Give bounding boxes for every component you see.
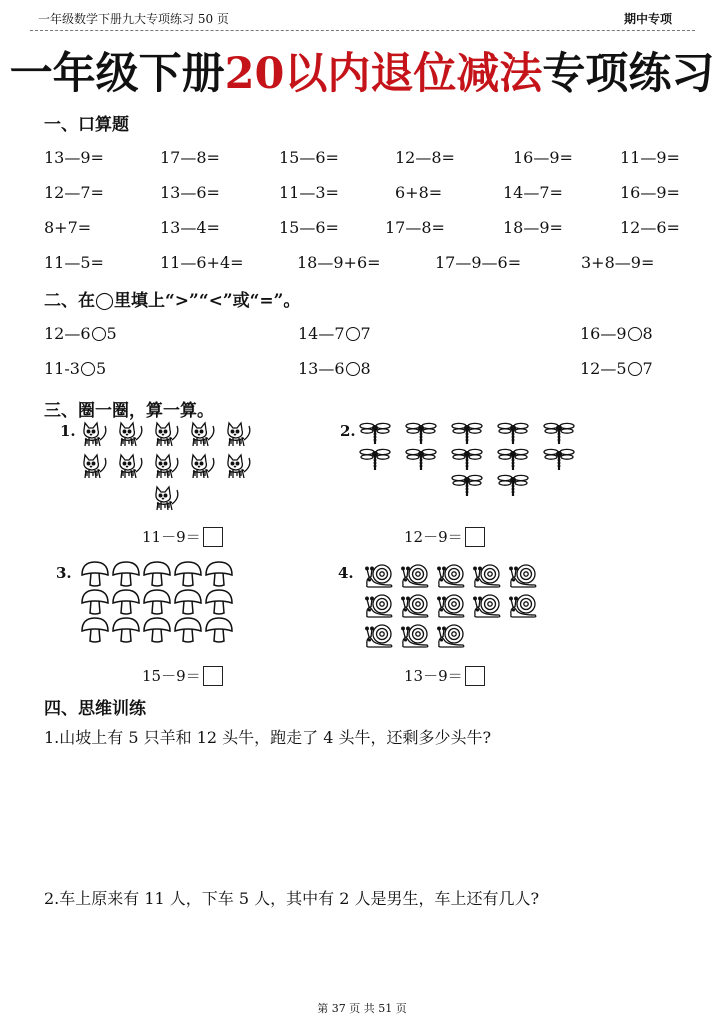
mushroom-icon[interactable] — [80, 588, 110, 616]
mushroom-icon[interactable] — [142, 560, 172, 588]
mushroom-icon[interactable] — [173, 588, 203, 616]
compare-problem — [580, 324, 653, 343]
answer-circle[interactable] — [92, 327, 106, 341]
cat-icon[interactable] — [150, 420, 182, 448]
dragonfly-icon[interactable] — [404, 422, 438, 446]
snail-icon[interactable] — [436, 591, 468, 619]
answer-circle[interactable] — [346, 327, 360, 341]
oral-problem: 8+7= — [44, 218, 92, 237]
answer-box[interactable] — [203, 527, 223, 547]
compare-left: 11-3 — [44, 359, 80, 378]
compare-left: 12—6 — [44, 324, 91, 343]
compare-problem — [298, 324, 371, 343]
compare-left: 16—9 — [580, 324, 627, 343]
header-section-label: 期中专项 — [624, 12, 673, 26]
snail-icon[interactable] — [472, 561, 504, 589]
section-3-heading: 三、圈一圈，算一算。 — [44, 401, 214, 421]
dragonfly-icon[interactable] — [542, 448, 576, 472]
compare-right: 5 — [106, 324, 117, 343]
equation — [142, 526, 223, 547]
oral-problem: 15—6= — [279, 148, 339, 167]
equation-text: 12－9＝ — [404, 528, 463, 546]
answer-circle[interactable] — [628, 362, 642, 376]
mushroom-icon[interactable] — [204, 616, 234, 644]
oral-problem: 17—8= — [160, 148, 220, 167]
compare-left: 12—5 — [580, 359, 627, 378]
equation-text: 15－9＝ — [142, 667, 201, 685]
dragonfly-icon[interactable] — [358, 422, 392, 446]
oral-problem: 11—3= — [279, 183, 339, 202]
dragonfly-icon[interactable] — [358, 448, 392, 472]
answer-box[interactable] — [465, 666, 485, 686]
dragonfly-icon[interactable] — [450, 422, 484, 446]
snail-icon[interactable] — [508, 591, 540, 619]
title-part-3: 专项练习 — [542, 49, 715, 99]
cat-icon[interactable] — [222, 420, 254, 448]
mushroom-icon[interactable] — [111, 616, 141, 644]
mushroom-icon[interactable] — [173, 616, 203, 644]
compare-right: 7 — [642, 359, 653, 378]
section-1-heading: 一、口算题 — [44, 115, 129, 135]
cat-icon[interactable] — [150, 484, 182, 512]
cat-icon[interactable] — [114, 420, 146, 448]
mushroom-icon[interactable] — [204, 560, 234, 588]
equation-text: 11－9＝ — [142, 528, 201, 546]
dragonfly-icon[interactable] — [404, 448, 438, 472]
equation — [142, 665, 223, 686]
snail-icon[interactable] — [400, 561, 432, 589]
compare-right: 5 — [95, 359, 107, 378]
header-divider — [30, 30, 695, 31]
item-number: 3. — [56, 564, 72, 582]
answer-circle[interactable] — [81, 362, 95, 376]
oral-problem: 12—6= — [620, 218, 680, 237]
compare-right: 7 — [360, 324, 371, 343]
dragonfly-icon[interactable] — [496, 474, 530, 498]
mushroom-icon[interactable] — [80, 560, 110, 588]
header-title: 一年级数学下册九大专项练习 50 页 — [38, 12, 229, 26]
page-title — [0, 40, 724, 101]
oral-problem: 13—6= — [160, 183, 220, 202]
mushroom-icon[interactable] — [111, 588, 141, 616]
dragonfly-icon[interactable] — [450, 474, 484, 498]
oral-problem: 17—8= — [385, 218, 445, 237]
cat-icon[interactable] — [78, 420, 110, 448]
oral-problem: 13—9= — [44, 148, 104, 167]
mushroom-icon[interactable] — [173, 560, 203, 588]
answer-circle[interactable] — [628, 327, 642, 341]
equation — [404, 526, 485, 547]
snail-icon[interactable] — [364, 591, 396, 619]
oral-problem: 11—6+4= — [160, 253, 244, 272]
compare-problem — [580, 359, 653, 378]
oral-problem: 16—9= — [620, 183, 680, 202]
snail-icon[interactable] — [400, 621, 432, 649]
compare-left: 14—7 — [298, 324, 345, 343]
section-4-heading: 四、思维训练 — [44, 699, 146, 719]
answer-box[interactable] — [203, 666, 223, 686]
snail-icon[interactable] — [436, 561, 468, 589]
oral-problem: 17—9—6= — [435, 253, 522, 272]
oral-problem: 15—6= — [279, 218, 339, 237]
answer-box[interactable] — [465, 527, 485, 547]
dragonfly-icon[interactable] — [496, 422, 530, 446]
page-number: 第 37 页 共 51 页 — [317, 1002, 407, 1015]
snail-icon[interactable] — [364, 621, 396, 649]
oral-problem: 6+8= — [395, 183, 443, 202]
oral-problem: 11—5= — [44, 253, 104, 272]
mushroom-icon[interactable] — [142, 616, 172, 644]
mushroom-icon[interactable] — [80, 616, 110, 644]
compare-problem — [44, 324, 117, 343]
cat-icon[interactable] — [78, 452, 110, 480]
oral-problem: 18—9+6= — [297, 253, 381, 272]
compare-left: 13—6 — [298, 359, 345, 378]
word-problem-2: 2.车上原来有 11 人，下车 5 人，其中有 2 人是男生，车上还有几人? — [44, 889, 540, 908]
compare-right: 8 — [360, 359, 371, 378]
oral-problem: 11—9= — [620, 148, 680, 167]
word-problem-1: 1.山坡上有 5 只羊和 12 头牛，跑走了 4 头牛，还剩多少头牛? — [44, 728, 492, 747]
compare-right: 8 — [642, 324, 653, 343]
snail-icon[interactable] — [436, 621, 468, 649]
cat-icon[interactable] — [114, 452, 146, 480]
mushroom-icon[interactable] — [142, 588, 172, 616]
oral-problem: 12—8= — [395, 148, 455, 167]
title-part-2-highlight: 20以内退位减法 — [224, 49, 543, 99]
snail-icon[interactable] — [364, 561, 396, 589]
oral-problem: 13—4= — [160, 218, 220, 237]
item-number: 1. — [60, 422, 76, 440]
dragonfly-icon[interactable] — [496, 448, 530, 472]
mushroom-icon[interactable] — [204, 588, 234, 616]
oral-problem: 16—9= — [513, 148, 573, 167]
answer-circle[interactable] — [346, 362, 360, 376]
item-number: 4. — [338, 564, 354, 582]
equation-text: 13－9＝ — [404, 667, 463, 685]
section-2-heading: 二、在◯里填上“>”“<”或“=”。 — [44, 291, 301, 311]
oral-problem: 18—9= — [503, 218, 563, 237]
title-part-1: 一年级下册 — [9, 49, 225, 99]
oral-problem: 14—7= — [503, 183, 563, 202]
oral-problem: 3+8—9= — [581, 253, 655, 272]
snail-icon[interactable] — [472, 591, 504, 619]
oral-problem: 12—7= — [44, 183, 104, 202]
snail-icon[interactable] — [400, 591, 432, 619]
dragonfly-icon[interactable] — [450, 448, 484, 472]
mushroom-icon[interactable] — [111, 560, 141, 588]
cat-icon[interactable] — [150, 452, 182, 480]
dragonfly-icon[interactable] — [542, 422, 576, 446]
cat-icon[interactable] — [222, 452, 254, 480]
equation — [404, 665, 485, 686]
cat-icon[interactable] — [186, 452, 218, 480]
cat-icon[interactable] — [186, 420, 218, 448]
snail-icon[interactable] — [508, 561, 540, 589]
item-number: 2. — [340, 422, 356, 440]
compare-problem — [298, 359, 371, 378]
compare-problem — [44, 359, 106, 378]
